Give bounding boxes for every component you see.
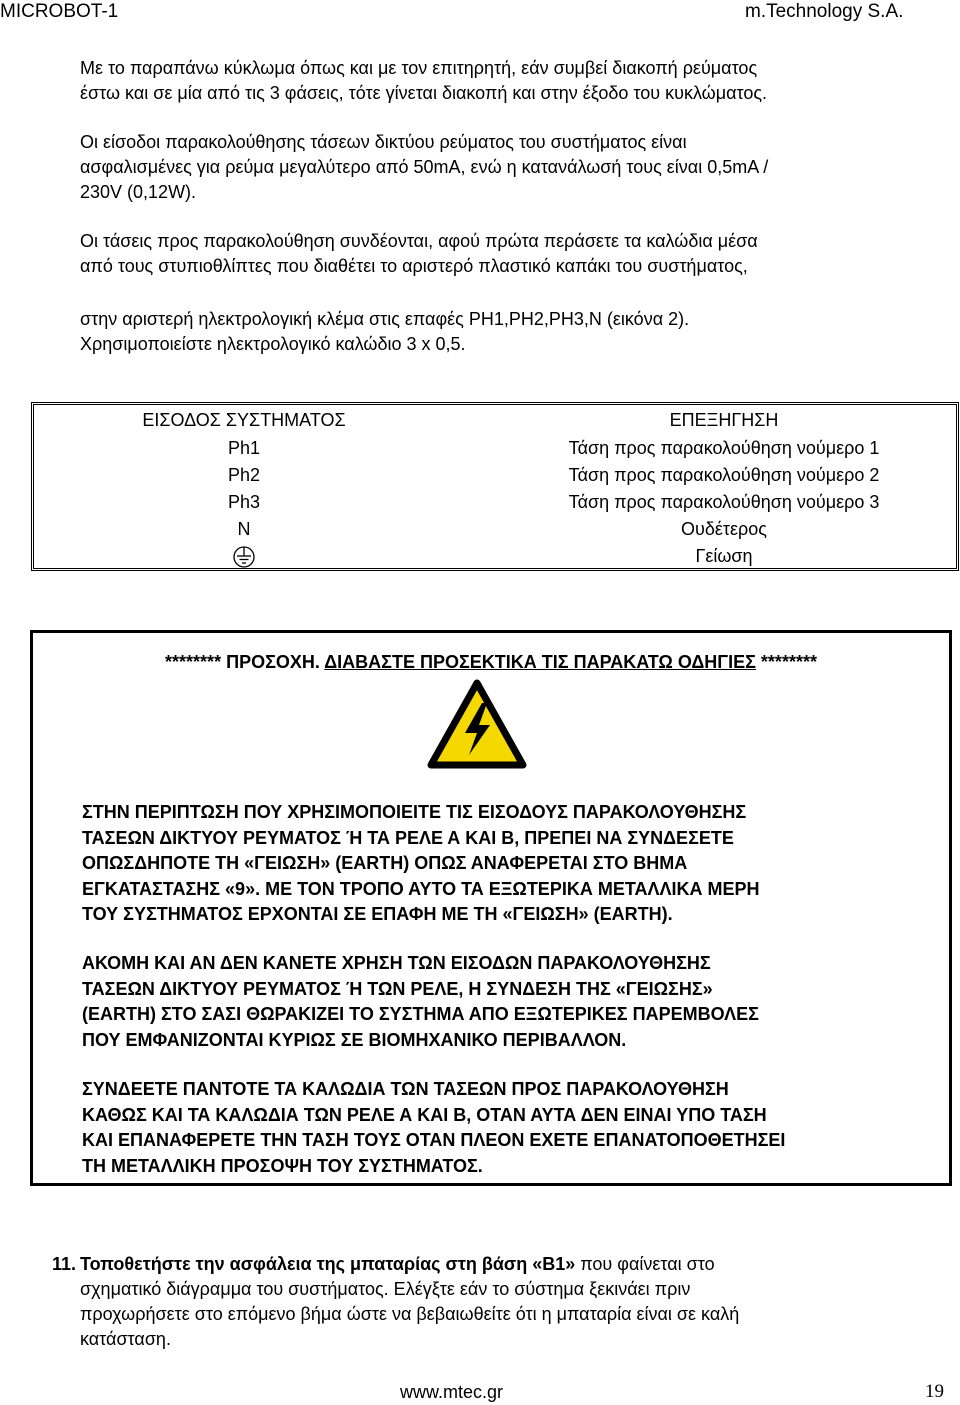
warning-title-underlined: ΔΙΑΒΑΣΤΕ ΠΡΟΣΕΚΤΙΚΑ ΤΙΣ ΠΑΡΑΚΑΤΩ ΟΔΗΓΙΕΣ — [324, 652, 756, 672]
paragraph-1-line-1: Με το παραπάνω κύκλωμα όπως και με τον επιτηρητή, εάν συμβεί διακοπή ρεύματος — [80, 58, 758, 78]
header-company: m.Technology S.A. — [745, 1, 904, 22]
step-line-1 — [80, 1252, 715, 1277]
paragraph-3-line-1: Οι τάσεις προς παρακολούθηση συνδέονται, αφού πρώτα περάσετε τα καλώδια μέσα — [80, 231, 758, 251]
table-cell-explanation: Γείωση — [695, 546, 753, 566]
warning-paragraph-2-line-3: (EARTH) ΣΤΟ ΣΑΣΙ ΘΩΡΑΚΙΖΕΙ ΤΟ ΣΥΣΤΗΜΑ ΑΠΟ ΕΞΩΤΕΡΙΚΕΣ ΠΑΡΕΜΒΟΛΕΣ — [82, 1004, 759, 1024]
paragraph-3-line-2: από τους στυπιοθλίπτες που διαθέτει το αριστερό πλαστικό καπάκι του συστήματος, — [80, 256, 748, 276]
table-cell-input: Ph2 — [227, 465, 261, 485]
step-line-1-rest: που φαίνεται στο — [575, 1254, 715, 1274]
input-table — [31, 402, 959, 571]
warning-title-prefix: ******** ΠΡΟΣΟΧΗ. — [165, 652, 325, 672]
page-number: 19 — [925, 1381, 944, 1402]
header-doc-title: MICROBOT-1 — [0, 1, 119, 22]
ground-symbol-icon — [232, 545, 256, 569]
table-cell-input — [34, 543, 454, 570]
table-cell-input: Ph3 — [227, 492, 261, 512]
warning-paragraph-1-line-5: ΤΟΥ ΣΥΣΤΗΜΑΤΟΣ ΕΡΧΟΝΤΑΙ ΣΕ ΕΠΑΦΗ ΜΕ ΤΗ «ΓΕΙΩΣΗ» (EARTH). — [82, 904, 673, 924]
table-cell-explanation: Τάση προς παρακολούθηση νούμερο 3 — [568, 492, 880, 512]
warning-paragraph-3-line-4: ΤΗ ΜΕΤΑΛΛΙΚΗ ΠΡΟΣΟΨΗ ΤΟΥ ΣΥΣΤΗΜΑΤΟΣ. — [82, 1155, 483, 1176]
footer-website: www.mtec.gr — [400, 1382, 504, 1402]
step-line-2: σχηματικό διάγραμμα του συστήματος. Ελέγξτε εάν το σύστημα ξεκινάει πριν — [80, 1279, 691, 1299]
paragraph-2-line-2: ασφαλισμένες για ρεύμα μεγαλύτερο από 50mA, ενώ η κατανάλωσή τους είναι 0,5mA / — [80, 157, 769, 177]
table-header-input: ΕΙΣΟΔΟΣ ΣΥΣΤΗΜΑΤΟΣ — [142, 410, 346, 430]
warning-paragraph-2-line-1: ΑΚΟΜΗ ΚΑΙ ΑΝ ΔΕΝ ΚΑΝΕΤΕ ΧΡΗΣΗ ΤΩΝ ΕΙΣΟΔΩΝ ΠΑΡΑΚΟΛΟΥΘΗΣΗΣ — [82, 953, 711, 973]
table-cell-input: N — [237, 519, 251, 539]
paragraph-4-line-2: Χρησιμοποιείστε ηλεκτρολογικό καλώδιο 3 x 0,5. — [80, 334, 466, 354]
paragraph-1-line-2: έστω και σε μία από τις 3 φάσεις, τότε γίνεται διακοπή και στην έξοδο του κυκλώματος. — [80, 83, 768, 103]
warning-title-suffix: ******** — [755, 652, 817, 672]
warning-paragraph-2-line-4: ΠΟΥ ΕΜΦΑΝΙΖΟΝΤΑΙ ΚΥΡΙΩΣ ΣΕ ΒΙΟΜΗΧΑΝΙΚΟ ΠΕΡΙΒΑΛΛΟΝ. — [82, 1029, 627, 1050]
table-cell-explanation: Ουδέτερος — [681, 519, 767, 539]
warning-title — [33, 650, 949, 675]
table-cell-explanation: Τάση προς παρακολούθηση νούμερο 1 — [568, 438, 880, 458]
warning-paragraph-1-line-4: ΕΓΚΑΤΑΣΤΑΣΗΣ «9». ΜΕ ΤΟΝ ΤΡΟΠΟ ΑΥΤΟ ΤΑ ΕΞΩΤΕΡΙΚΑ ΜΕΤΑΛΛΙΚΑ ΜΕΡΗ — [82, 878, 760, 899]
step-line-3: προχωρήσετε στο επόμενο βήμα ώστε να βεβαιωθείτε ότι η μπαταρία είναι σε καλή — [80, 1304, 740, 1324]
high-voltage-warning-icon — [427, 679, 527, 769]
warning-paragraph-3-line-2: ΚΑΘΩΣ ΚΑΙ ΤΑ ΚΑΛΩΔΙΑ ΤΩΝ ΡΕΛΕ Α ΚΑΙ Β, ΟΤΑΝ ΑΥΤΑ ΔΕΝ ΕΙΝΑΙ ΥΠΟ ΤΑΣΗ — [82, 1104, 767, 1125]
warning-paragraph-3-line-3: ΚΑΙ ΕΠΑΝΑΦΕΡΕΤΕ ΤΗΝ ΤΑΣΗ ΤΟΥΣ ΟΤΑΝ ΠΛΕΟΝ ΕΧΕΤΕ ΕΠΑΝΑΤΟΠΟΘΕΤΗΣΕΙ — [82, 1130, 786, 1150]
paragraph-2-line-1: Οι είσοδοι παρακολούθησης τάσεων δικτύου ρεύματος του συστήματος είναι — [80, 132, 687, 152]
table-cell-explanation: Τάση προς παρακολούθηση νούμερο 2 — [568, 465, 880, 485]
step-bold-instruction: Τοποθετήστε την ασφάλεια της μπαταρίας στη βάση «B1» — [80, 1254, 576, 1274]
paragraph-2-line-3: 230V (0,12W). — [80, 182, 197, 202]
warning-paragraph-3-line-1: ΣΥΝΔΕΕΤΕ ΠΑΝΤΟΤΕ ΤΑ ΚΑΛΩΔΙΑ ΤΩΝ ΤΑΣΕΩΝ ΠΡΟΣ ΠΑΡΑΚΟΛΟΥΘΗΣΗ — [82, 1079, 729, 1099]
warning-paragraph-1-line-3: ΟΠΩΣΔΗΠΟΤΕ ΤΗ «ΓΕΙΩΣΗ» (EARTH) ΟΠΩΣ ΑΝΑΦΕΡΕΤΑΙ ΣΤΟ ΒΗΜΑ — [82, 853, 688, 873]
table-header-explanation: ΕΠΕΞΗΓΗΣΗ — [669, 410, 779, 430]
paragraph-4-line-1: στην αριστερή ηλεκτρολογική κλέμα στις επαφές PH1,PH2,PH3,N (εικόνα 2). — [80, 309, 690, 329]
table-cell-input: Ph1 — [227, 438, 261, 458]
warning-box — [30, 630, 952, 1186]
warning-paragraph-1-line-1: ΣΤΗΝ ΠΕΡΙΠΤΩΣΗ ΠΟΥ ΧΡΗΣΙΜΟΠΟΙΕΙΤΕ ΤΙΣ ΕΙΣΟΔΟΥΣ ΠΑΡΑΚΟΛΟΥΘΗΣΗΣ — [82, 802, 747, 822]
step-line-4: κατάσταση. — [80, 1329, 171, 1349]
warning-paragraph-2-line-2: ΤΑΣΕΩΝ ΔΙΚΤΥΟΥ ΡΕΥΜΑΤΟΣ Ή ΤΩΝ ΡΕΛΕ, Η ΣΥΝΔΕΣΗ ΤΗΣ «ΓΕΙΩΣΗΣ» — [82, 978, 713, 999]
warning-paragraph-1-line-2: ΤΑΣΕΩΝ ΔΙΚΤΥΟΥ ΡΕΥΜΑΤΟΣ Ή ΤΑ ΡΕΛΕ Α ΚΑΙ Β, ΠΡΕΠΕΙ ΝΑ ΣΥΝΔΕΣΕΤΕ — [82, 827, 734, 848]
step-number: 11. — [52, 1254, 77, 1274]
